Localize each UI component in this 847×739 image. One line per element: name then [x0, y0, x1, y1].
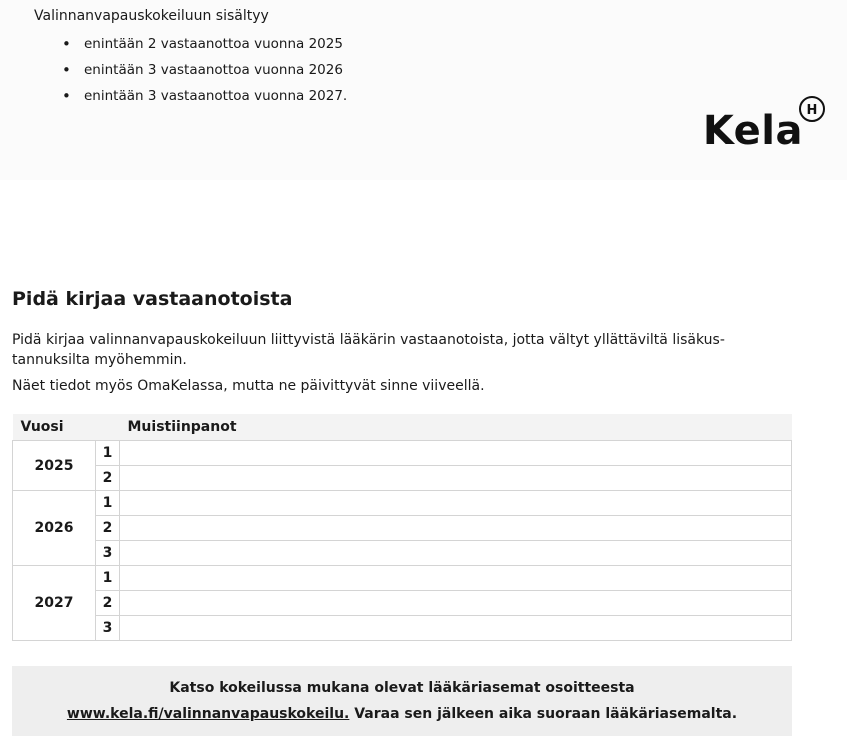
footer-notice — [12, 666, 792, 736]
table-row — [13, 466, 792, 491]
visit-number: 2 — [96, 466, 120, 491]
header-year: Vuosi — [13, 414, 96, 441]
header-notes: Muistiinpanot — [120, 414, 792, 441]
intro-text: Valinnanvapauskokeiluun sisältyy — [34, 8, 269, 24]
year-cell: 2027 — [13, 566, 96, 641]
note-field[interactable] — [120, 466, 792, 491]
footer-line: Katso kokeilussa mukana olevat lääkäriasemat osoitteesta — [169, 680, 635, 696]
header-number — [96, 414, 120, 441]
visit-number: 1 — [96, 441, 120, 466]
table-row — [13, 516, 792, 541]
note-field[interactable] — [120, 441, 792, 466]
note-field[interactable] — [120, 491, 792, 516]
visit-notes-table — [12, 414, 792, 641]
note-field[interactable] — [120, 516, 792, 541]
section-paragraph: Pidä kirjaa valinnanvapauskokeiluun liittyvistä lääkärin vastaanotoista, jotta vältyt yllättäviltä lisäkus-tannuksilta myöhemmin. — [12, 332, 725, 368]
visit-number: 1 — [96, 566, 120, 591]
note-field[interactable] — [120, 541, 792, 566]
table-row — [13, 491, 792, 516]
table-header-row — [13, 414, 792, 441]
visit-number: 3 — [96, 541, 120, 566]
note-field[interactable] — [120, 591, 792, 616]
kela-logo: Kela — [702, 108, 803, 154]
year-cell: 2026 — [13, 491, 96, 566]
bullet-item: • enintään 3 vastaanottoa vuonna 2026 — [62, 59, 347, 85]
bullet-item: • enintään 2 vastaanottoa vuonna 2025 — [62, 33, 347, 59]
footer-line-2 — [12, 706, 792, 722]
table-row — [13, 541, 792, 566]
bullet-item: • enintään 3 vastaanottoa vuonna 2027. — [62, 85, 347, 111]
note-field[interactable] — [120, 616, 792, 641]
note-field[interactable] — [120, 566, 792, 591]
visit-number: 2 — [96, 516, 120, 541]
table-row — [13, 441, 792, 466]
kela-logo-mark-icon — [799, 96, 825, 122]
svg-text:H: H — [806, 103, 818, 118]
bullet-list — [62, 33, 347, 111]
section-title: Pidä kirjaa vastaanotoista — [12, 288, 293, 310]
visit-number: 2 — [96, 591, 120, 616]
table-row — [13, 591, 792, 616]
intro-section — [0, 0, 847, 180]
footer-line-rest: Varaa sen jälkeen aika suoraan lääkäriasemalta. — [349, 706, 738, 722]
visit-number: 1 — [96, 491, 120, 516]
visit-number: 3 — [96, 616, 120, 641]
section-paragraph-omakela: Näet tiedot myös OmaKelassa, mutta ne päivittyvät sinne viiveellä. — [12, 378, 485, 394]
year-cell: 2025 — [13, 441, 96, 491]
kela-website-link[interactable]: www.kela.fi/valinnanvapauskokeilu. — [66, 706, 350, 722]
table-row — [13, 566, 792, 591]
table-row — [13, 616, 792, 641]
